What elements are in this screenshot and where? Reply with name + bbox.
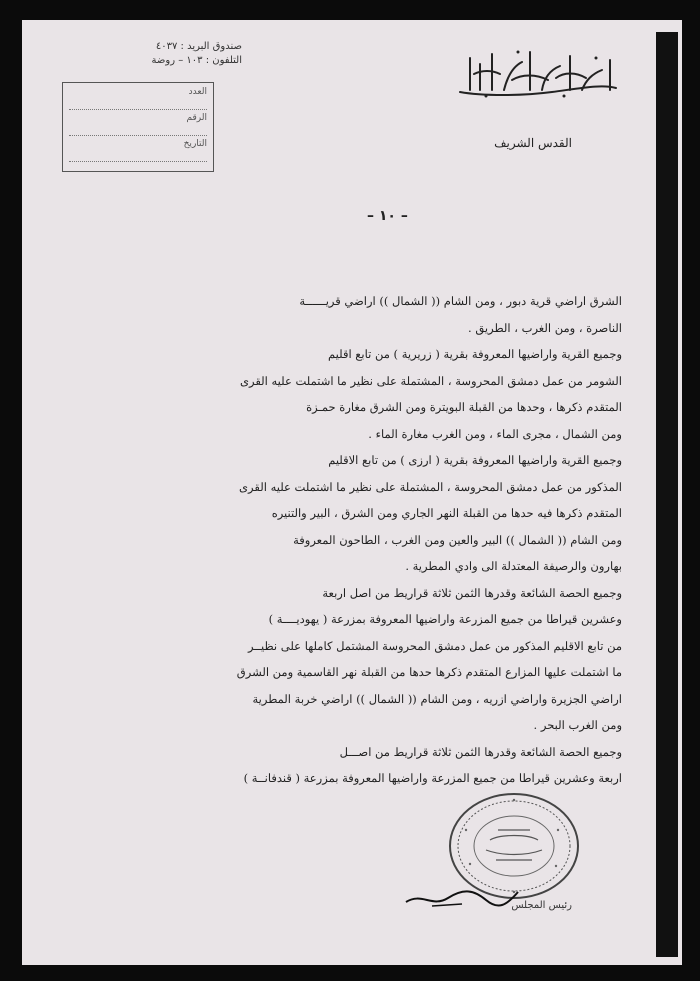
body-line: اراضي الجزيرة واراضي ازريه ، ومن الشام (( الشمال )) اراضي خربة المطرية: [252, 691, 622, 706]
body-line: المتقدم ذكرها ، وحدها من القبلة البويترة ومن الشرق مغارة حمـزة: [306, 400, 622, 414]
body-line: الشومر من عمل دمشق المحروسة ، المشتملة على نظير ما اشتملت عليه القرى: [240, 373, 622, 388]
ref-id-row: الرقم: [69, 113, 207, 136]
reference-box: [62, 82, 214, 172]
body-line: الناصرة ، ومن الغرب ، الطريق .: [468, 320, 622, 335]
city-heading: القدس الشريف: [494, 136, 572, 150]
body-line: اربعة وعشرين قيراطا من جميع المزرعة واراضيها المعروفة بمزرعة ( قندفانــة ): [243, 771, 622, 785]
body-line: المذكور من عمل دمشق المحروسة ، المشتملة على نظير ما اشتملت عليه القرى: [239, 479, 622, 494]
body-line: وجميع القرية واراضيها المعروفة بقرية ( ارزى ) من تابع الاقليم: [328, 453, 622, 467]
page-number: – ١٠ –: [367, 208, 408, 224]
body-line: الشرق اراضي قرية دبور ، ومن الشام (( الشمال )) اراضي قريــــــة: [299, 294, 622, 308]
po-box: صندوق البريد : ٤٠٣٧: [155, 41, 242, 52]
body-line: وعشرين قيراطا من جميع المزرعة واراضيها المعروفة بمزرعة ( يهوديــــة ): [268, 612, 622, 626]
body-line: وجميع الحصة الشائعة وقدرها الثمن ثلاثة قراريط من اصل اربعة: [322, 585, 622, 600]
body-text: [62, 288, 622, 792]
signature-caption: رئيس المجلس: [511, 900, 572, 911]
body-line: وجميع الحصة الشائعة وقدرها الثمن ثلاثة قراريط من اصـــل: [339, 744, 622, 759]
body-line: وجميع القرية واراضيها المعروفة بقرية ( زريرية ) من تابع اقليم: [328, 347, 622, 361]
ref-date-row: التاريخ: [69, 139, 207, 162]
body-line: المتقدم ذكرها فيه حدها من القبلة النهر الجاري ومن الشرق ، البير والتنيره: [271, 506, 622, 520]
body-line: ومن الشام (( الشمال )) البير والعين ومن الغرب ، الطاحون المعروفة: [293, 532, 622, 547]
signature: [402, 882, 522, 912]
body-line: بهارون والرصيفة المعتدلة الى وادي المطرية .: [405, 559, 622, 573]
body-line: ومن الغرب البحر .: [533, 718, 622, 732]
ref-number-row: العدد: [69, 87, 207, 110]
council-logo: [452, 44, 622, 100]
document-page: [22, 20, 682, 965]
phone: التلفون : ١٠٣ – روضة: [151, 55, 242, 66]
binding-strip: [656, 32, 678, 957]
body-line: ما اشتملت عليها المزارع المتقدم ذكرها حدها من القبلة نهر القاسمية ومن الشرق: [236, 665, 622, 679]
body-line: ومن الشمال ، مجرى الماء ، ومن الغرب مغارة الماء .: [368, 426, 622, 441]
body-line: من تابع الاقليم المذكور من عمل دمشق المحروسة المشتمل كاملها على نظيــر: [247, 638, 622, 653]
contact-header: [82, 40, 242, 68]
